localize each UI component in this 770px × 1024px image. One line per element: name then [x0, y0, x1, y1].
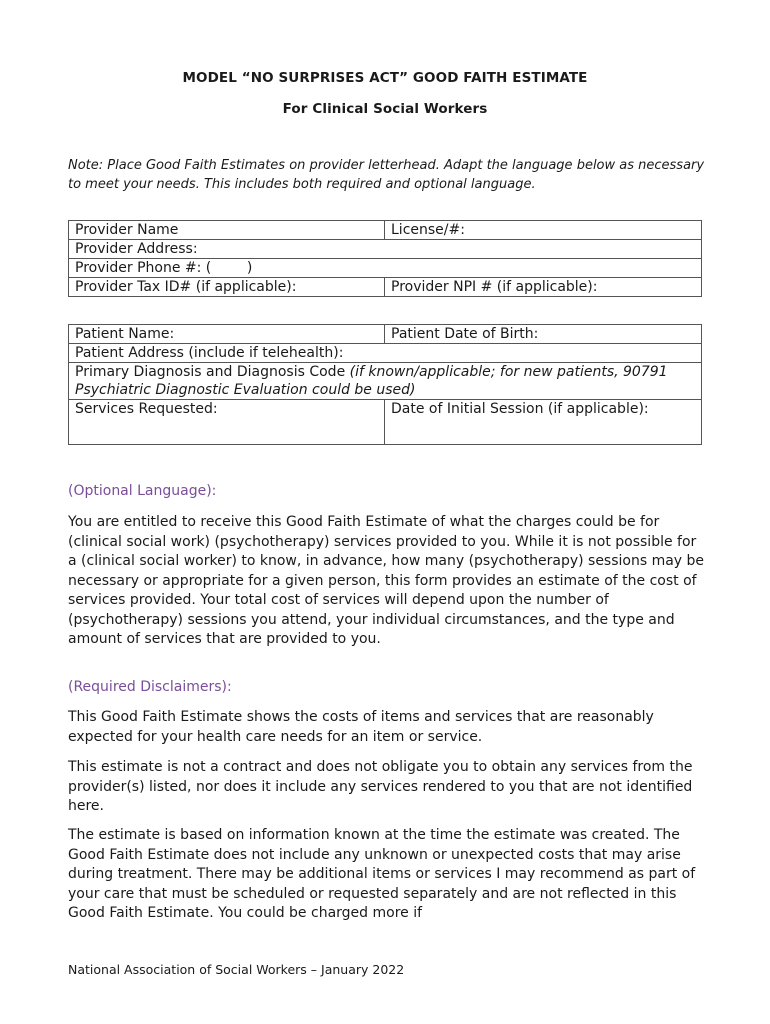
required-disclaimers-heading: (Required Disclaimers):	[68, 679, 232, 695]
provider-phone-cell: Provider Phone #: ( )	[69, 259, 702, 278]
page-footer: National Association of Social Workers – January 2022	[68, 962, 405, 977]
disclaimer-paragraph-1: This Good Faith Estimate shows the costs of items and services that are reasonably expected for your health care needs for an item or service.	[68, 709, 654, 745]
diagnosis-cell	[69, 363, 702, 400]
patient-info-table	[68, 324, 702, 445]
patient-dob-cell: Patient Date of Birth:	[385, 325, 702, 344]
patient-address-cell: Patient Address (include if telehealth):	[69, 344, 702, 363]
provider-npi-cell: Provider NPI # (if applicable):	[385, 278, 702, 297]
provider-name-cell: Provider Name	[69, 221, 385, 240]
provider-tax-id-cell: Provider Tax ID# (if applicable):	[69, 278, 385, 297]
diagnosis-label: Primary Diagnosis and Diagnosis Code	[75, 364, 350, 380]
patient-name-cell: Patient Name:	[69, 325, 385, 344]
document-subtitle: For Clinical Social Workers	[282, 101, 488, 117]
services-requested-cell: Services Requested:	[69, 400, 385, 445]
optional-language-paragraph: You are entitled to receive this Good Faith Estimate of what the charges could be for (clinical social work) (psychotherapy) services provided to you. While it is not possible for a (clinical social worker) to know, in advance, how many (psychotherapy) sessions may be necessary or appropriate for a given person, this form provides an estimate of the cost of services provided. Your total cost of services will depend upon the number of (psychotherapy) sessions you attend, your individual circumstances, and the type and amount of services that are provided to you.	[68, 514, 705, 647]
diagnosis-hint: (if known/applicable; for new patients, 90791 Psychiatric Diagnostic Evaluation could be used)	[75, 364, 668, 398]
document-title: MODEL “NO SURPRISES ACT” GOOD FAITH ESTIMATE	[182, 70, 588, 86]
optional-language-heading: (Optional Language):	[68, 483, 217, 499]
initial-session-cell: Date of Initial Session (if applicable):	[385, 400, 702, 445]
letterhead-note: Note: Place Good Faith Estimates on provider letterhead. Adapt the language below as necessary to meet your needs. This includes both required and optional language.	[68, 158, 705, 192]
provider-info-table	[68, 220, 702, 297]
license-cell: License/#:	[385, 221, 702, 240]
disclaimer-paragraph-2: This estimate is not a contract and does not obligate you to obtain any services from the provider(s) listed, nor does it include any services rendered to you that are not identified here.	[68, 759, 693, 814]
provider-address-cell: Provider Address:	[69, 240, 702, 259]
disclaimer-paragraph-3: The estimate is based on information known at the time the estimate was created. The Good Faith Estimate does not include any unknown or unexpected costs that may arise during treatment. There may be additional items or services I may recommend as part of your care that must be scheduled or requested separately and are not reflected in this Good Faith Estimate. You could be charged more if	[68, 827, 696, 921]
